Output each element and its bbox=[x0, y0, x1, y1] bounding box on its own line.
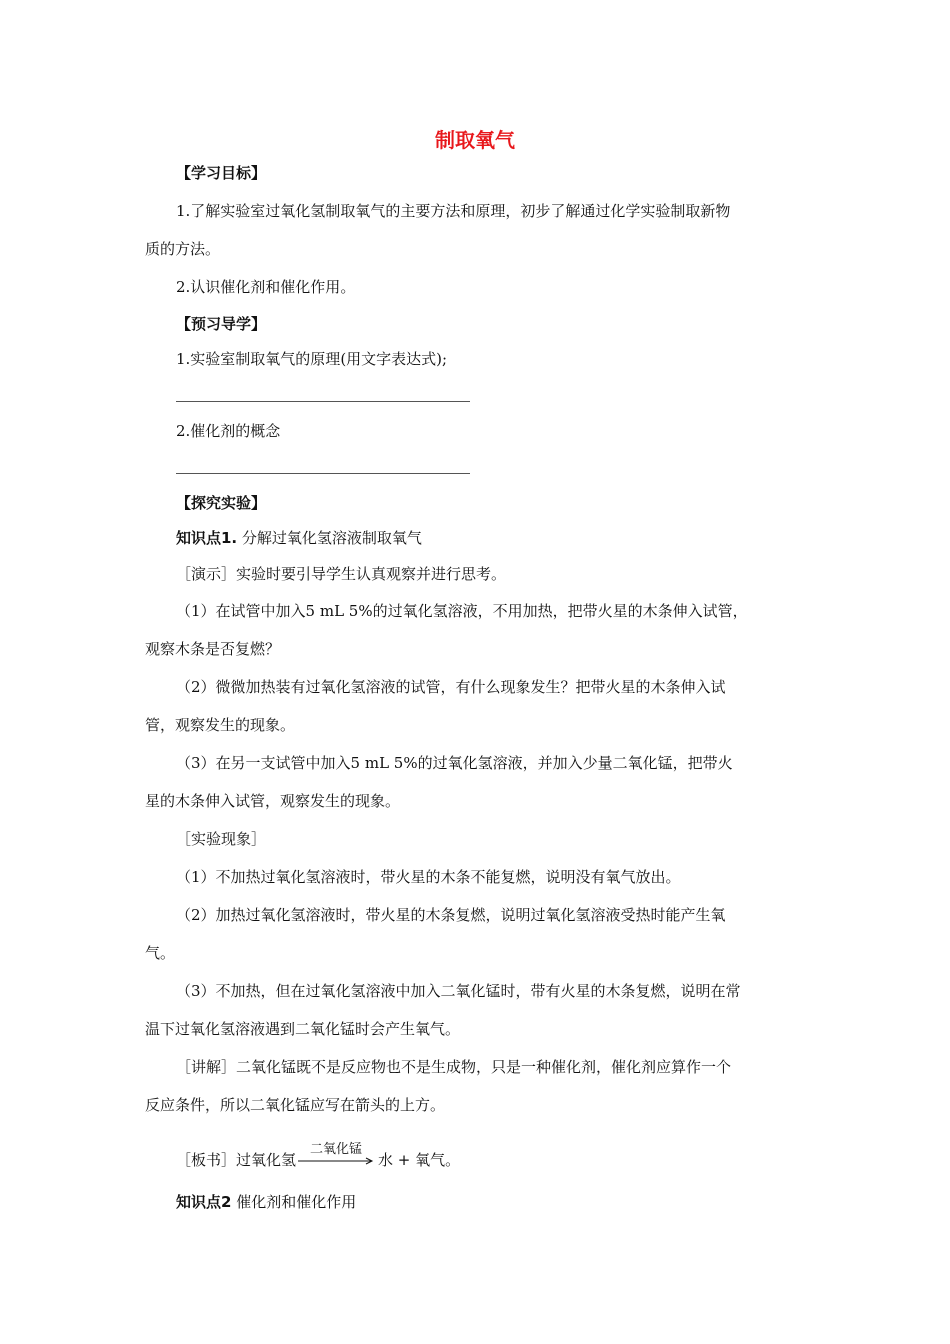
equation-reactant: ［板书］过氧化氢 bbox=[176, 1151, 297, 1169]
knowledge-point-2-label: 知识点2 bbox=[176, 1193, 232, 1211]
step-3-line-2: 星的木条伸入试管，观察发生的现象。 bbox=[145, 792, 401, 810]
step-2-line-1: （2）微微加热装有过氧化氢溶液的试管，有什么现象发生？把带火星的木条伸入试 bbox=[176, 678, 726, 696]
page-title: 制取氧气 bbox=[435, 128, 515, 152]
section-heading-objectives: 【学习目标】 bbox=[176, 164, 267, 182]
arrow-icon bbox=[298, 1157, 374, 1165]
knowledge-point-1-label: 知识点1. bbox=[176, 529, 238, 547]
step-3-line-1: （3）在另一支试管中加入5 mL 5%的过氧化氢溶液，并加入少量二氧化锰，把带火 bbox=[176, 754, 733, 772]
reaction-condition: 二氧化锰 bbox=[309, 1142, 362, 1157]
phenomenon-2-line-1: （2）加热过氧化氢溶液时，带火星的木条复燃，说明过氧化氢溶液受热时能产生氧 bbox=[176, 906, 726, 924]
objective-2: 2.认识催化剂和催化作用。 bbox=[176, 278, 356, 296]
knowledge-point-2-text: 催化剂和催化作用 bbox=[231, 1193, 357, 1211]
explanation-line-2: 反应条件，所以二氧化锰应写在箭头的上方。 bbox=[145, 1096, 446, 1114]
phenomenon-1: （1）不加热过氧化氢溶液时，带火星的木条不能复燃，说明没有氧气放出。 bbox=[176, 868, 681, 886]
objective-1-line-1: 1.了解实验室过氧化氢制取氧气的主要方法和原理，初步了解通过化学实验制取新物 bbox=[176, 202, 731, 220]
knowledge-point-2 bbox=[176, 1192, 356, 1212]
step-1-line-2: 观察木条是否复燃？ bbox=[145, 640, 281, 658]
answer-blank-1[interactable] bbox=[176, 401, 470, 402]
knowledge-point-1-text: 分解过氧化氢溶液制取氧气 bbox=[237, 529, 422, 547]
step-1-line-1: （1）在试管中加入5 mL 5%的过氧化氢溶液，不用加热，把带火星的木条伸入试管， bbox=[176, 602, 748, 620]
phenomenon-3-line-1: （3）不加热，但在过氧化氢溶液中加入二氧化锰时，带有火星的木条复燃，说明在常 bbox=[176, 982, 741, 1000]
knowledge-point-1 bbox=[176, 528, 422, 548]
answer-blank-2[interactable] bbox=[176, 473, 470, 474]
objective-1-line-2: 质的方法。 bbox=[145, 240, 221, 258]
phenomenon-2-line-2: 气。 bbox=[145, 944, 176, 962]
equation-products: 水 + 氧气。 bbox=[378, 1151, 461, 1169]
section-heading-preview: 【预习导学】 bbox=[176, 315, 267, 333]
explanation-line-1: ［讲解］二氧化锰既不是反应物也不是生成物，只是一种催化剂，催化剂应算作一个 bbox=[176, 1058, 732, 1076]
preview-question-2: 2.催化剂的概念 bbox=[176, 422, 281, 440]
preview-question-1: 1.实验室制取氧气的原理(用文字表达式); bbox=[176, 350, 448, 368]
step-2-line-2: 管，观察发生的现象。 bbox=[145, 716, 296, 734]
demo-note: ［演示］实验时要引导学生认真观察并进行思考。 bbox=[176, 565, 507, 583]
phenomenon-3-line-2: 温下过氧化氢溶液遇到二氧化锰时会产生氧气。 bbox=[145, 1020, 461, 1038]
section-heading-explore: 【探究实验】 bbox=[176, 494, 267, 512]
phenomena-label: ［实验现象］ bbox=[176, 830, 267, 848]
reaction-arrow bbox=[298, 1139, 374, 1169]
